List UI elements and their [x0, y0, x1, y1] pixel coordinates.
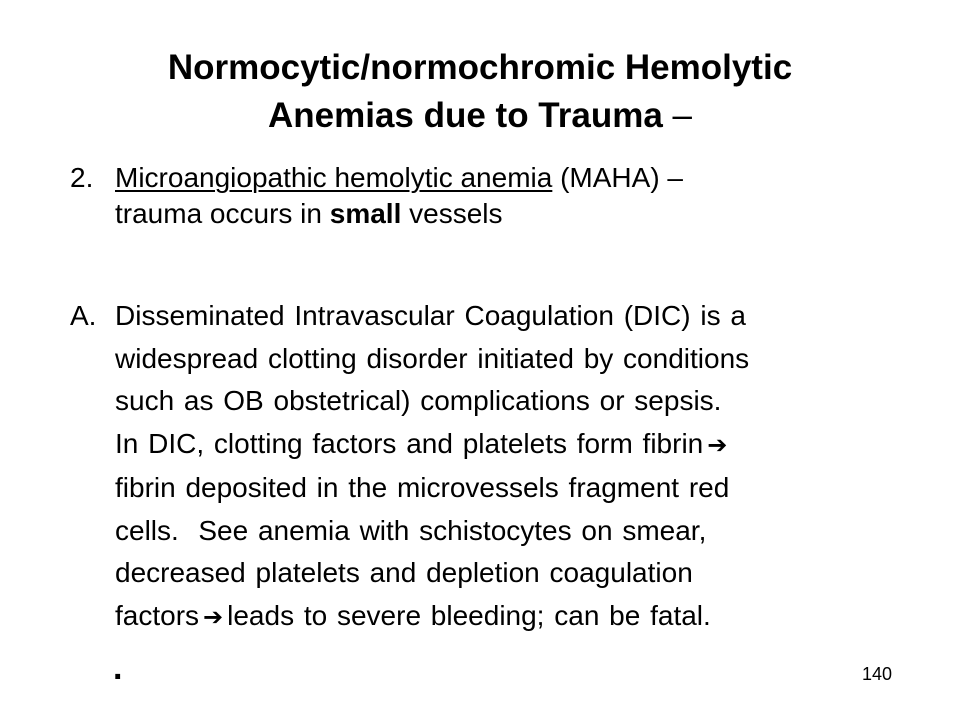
point-a-line-7: decreased platelets and depletion coagulation	[115, 557, 693, 589]
point-2-term: Microangiopathic hemolytic anemia	[115, 162, 553, 193]
point-a	[70, 295, 950, 639]
point-2-after-term: (MAHA) –	[560, 162, 684, 193]
title-line-2-text: Anemias due to Trauma	[267, 96, 663, 135]
point-a-line-4	[115, 423, 950, 467]
point-a-line-4-text: In DIC, clotting factors and platelets form fibrin	[115, 428, 704, 460]
point-2-body	[115, 160, 950, 232]
point-2-line-1	[115, 160, 950, 196]
right-arrow-icon: ➔	[707, 431, 728, 460]
point-a-line-2: widespread clotting disorder initiated by conditions	[115, 342, 750, 374]
page-number: 140	[862, 664, 893, 684]
point-a-line-5: fibrin deposited in the microvessels fragment red	[115, 471, 730, 503]
point-a-line-3: such as OB obstetrical) complications or sepsis.	[115, 385, 722, 417]
point-a-line-1: Disseminated Intravascular Coagulation (DIC) is a	[115, 300, 746, 331]
point-a-letter: A.	[70, 300, 97, 331]
title-dash: –	[672, 96, 693, 135]
point-2-line-2-post: vessels	[409, 198, 503, 229]
point-a-line-8-start: factors	[115, 599, 200, 631]
slide-title	[60, 44, 900, 140]
point-a-body	[115, 295, 950, 639]
point-a-line-6: cells. See anemia with schistocytes on smear,	[115, 514, 707, 546]
point-2	[70, 160, 950, 232]
point-2-line-2	[115, 196, 950, 232]
point-2-number: 2.	[70, 162, 94, 193]
right-arrow-icon: ➔	[203, 602, 224, 631]
point-a-line-8	[115, 595, 950, 639]
title-line-1: Normocytic/normochromic Hemolytic	[167, 48, 793, 87]
point-2-line-2-pre: trauma occurs in	[115, 198, 322, 229]
title-line-2	[60, 92, 900, 140]
point-a-line-8-end: leads to severe bleeding; can be fatal.	[227, 599, 711, 631]
trailing-dot: .	[113, 649, 123, 687]
point-2-line-2-bold: small	[329, 198, 402, 229]
